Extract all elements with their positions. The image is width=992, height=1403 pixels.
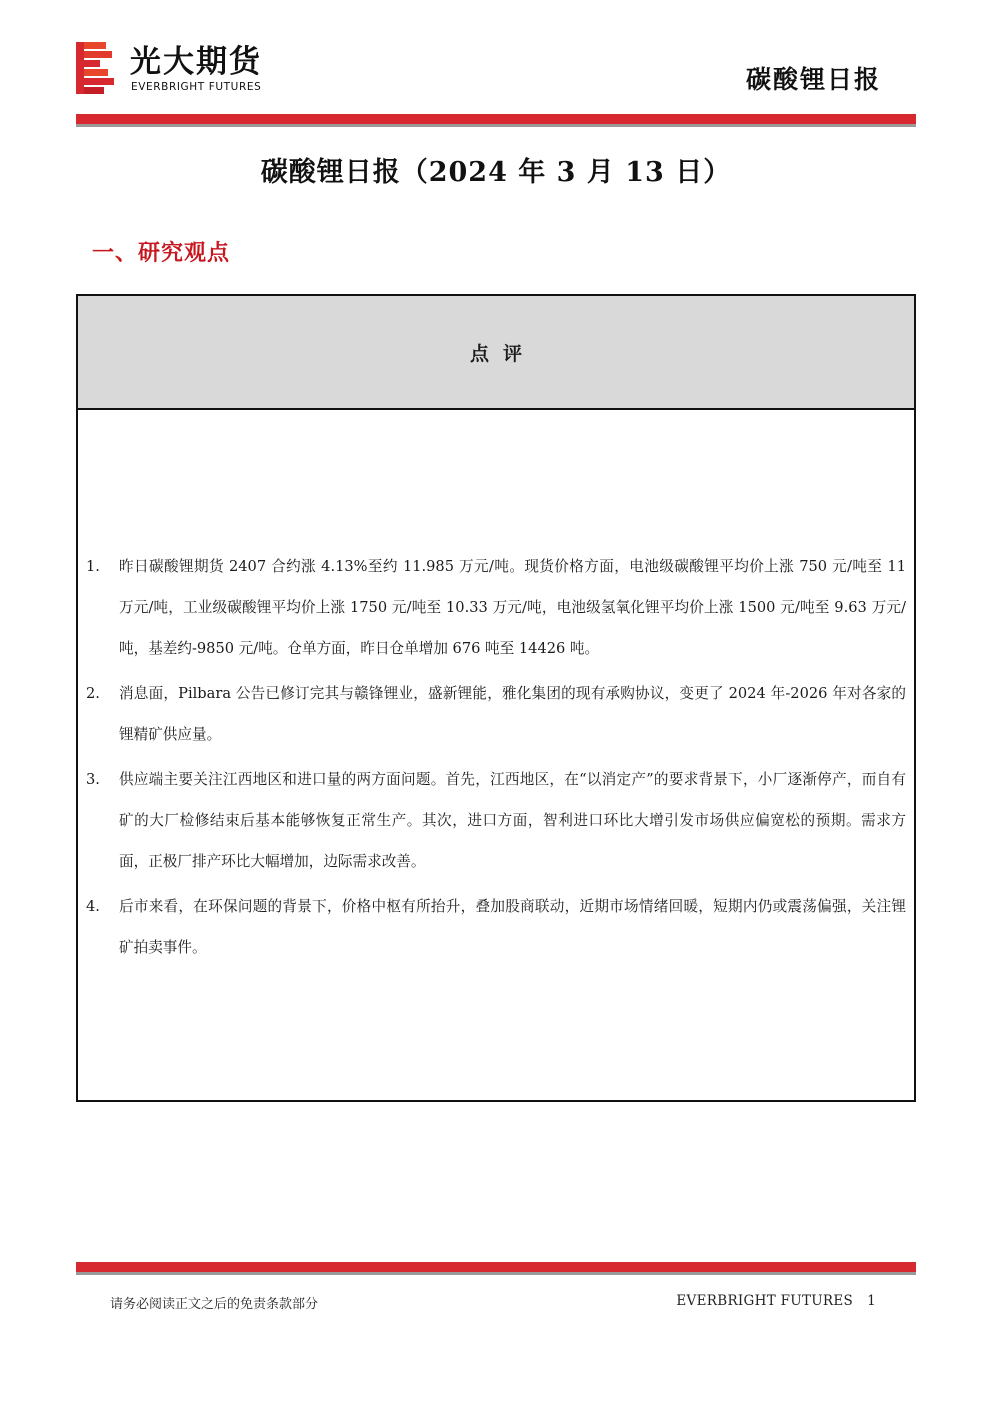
header-rule: [76, 114, 916, 126]
list-item-number: 3.: [86, 771, 100, 788]
footer-rule: [76, 1262, 916, 1274]
list-item: [86, 546, 906, 669]
logo-chinese-name: 光大期货: [130, 44, 262, 80]
page-number: 1: [867, 1293, 876, 1309]
list-item-number: 4.: [86, 898, 100, 915]
list-item: [86, 673, 906, 755]
list-item-text: 消息面，Pilbara 公告已修订完其与赣锋锂业，盛新锂能，雅化集团的现有承购协议，变更了 2024 年-2026 年对各家的锂精矿供应量。: [119, 685, 906, 743]
commentary-list: [86, 546, 906, 972]
footer-brand-name: EVERBRIGHT FUTURES: [676, 1293, 854, 1309]
company-logo: [76, 42, 286, 98]
commentary-table-header: [78, 296, 914, 410]
report-type-tag: 碳酸锂日报: [745, 65, 881, 94]
list-item-number: 1.: [86, 558, 100, 575]
list-item-text: 后市来看，在环保问题的背景下，价格中枢有所抬升，叠加股商联动，近期市场情绪回暖，短期内仍或震荡偏强，关注锂矿拍卖事件。: [119, 898, 906, 956]
footer-disclaimer: 请务必阅读正文之后的免责条款部分: [110, 1297, 319, 1312]
logo-english-name: EVERBRIGHT FUTURES: [131, 81, 262, 93]
section-heading: 一、研究观点: [92, 241, 231, 266]
list-item: [86, 886, 906, 968]
commentary-header-label: 点评: [469, 342, 536, 365]
list-item-text: 供应端主要关注江西地区和进口量的两方面问题。首先，江西地区，在“以消定产”的要求背景下，小厂逐渐停产，而自有矿的大厂检修结束后基本能够恢复正常生产。其次，进口方面，智利进口环比大增引发市场供应偏宽松的预期。需求方面，正极厂排产环比大幅增加，边际需求改善。: [119, 771, 906, 870]
document-title: 碳酸锂日报（2024 年 3 月 13 日）: [260, 157, 732, 188]
footer-brand: [676, 1293, 876, 1309]
commentary-table: [76, 294, 916, 1102]
list-item-number: 2.: [86, 685, 100, 702]
list-item-text: 昨日碳酸锂期货 2407 合约涨 4.13%至约 11.985 万元/吨。现货价格方面，电池级碳酸锂平均价上涨 750 元/吨至 11 万元/吨，工业级碳酸锂平均价上涨 1750 元/吨至 10.33 万元/吨，电池级氢氧化锂平均价上涨 1500 元/吨至 9.63 万元/吨，基差约-9850 元/吨。仓单方面，昨日仓单增加 676 吨至 14426 吨。: [119, 558, 906, 657]
list-item: [86, 759, 906, 882]
everbright-logo-icon: [76, 42, 116, 98]
